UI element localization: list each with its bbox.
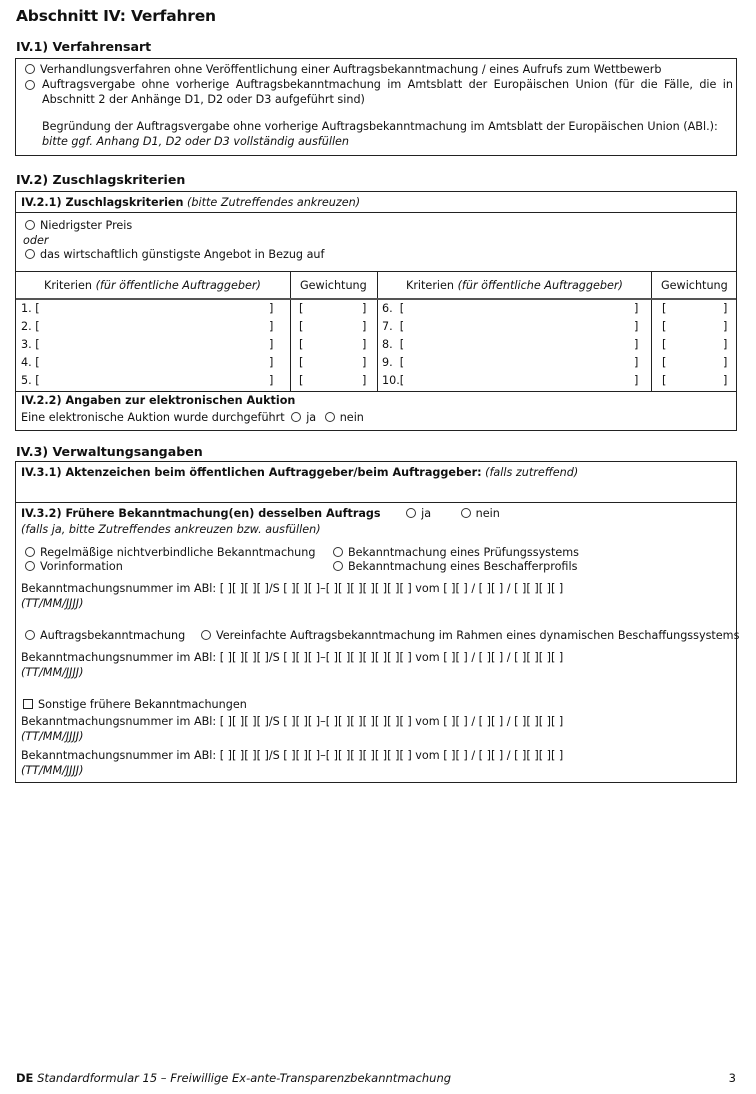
criteria-number: 2. [ [21, 320, 40, 333]
iv1-heading: IV.1) Verfahrensart [16, 39, 152, 54]
divider [16, 502, 736, 503]
iv32-label: IV.3.2) Frühere Bekanntmachung(en) desselben Auftrags [21, 507, 381, 520]
bracket-close: ] [362, 356, 367, 369]
date-format-hint: (TT/MM/JJJJ) [21, 764, 84, 777]
bracket-open: [ [662, 356, 667, 369]
bracket-open: [ [662, 320, 667, 333]
bracket-close: ] [362, 320, 367, 333]
iv2-box [15, 191, 737, 431]
weight-field[interactable] [651, 320, 738, 338]
weight-field[interactable] [651, 374, 738, 392]
notice-number-label: Bekanntmachungsnummer im ABl: [21, 749, 217, 762]
notice-number-field[interactable]: [ ][ ][ ][ ]/S [ ][ ][ ]–[ ][ ][ ][ ][ ][ ][ ] vom [ ][ ] / [ ][ ] / [ ][ ][ ][ ] [219, 582, 564, 595]
divider [16, 271, 736, 272]
option-lowest-price[interactable] [25, 219, 132, 233]
radio-button[interactable] [333, 547, 343, 557]
option-regular-notice[interactable] [25, 546, 315, 560]
page-footer [16, 1071, 736, 1085]
page-number: 3 [728, 1071, 736, 1085]
auction-no-label: nein [339, 411, 364, 424]
criteria-row[interactable] [377, 302, 651, 320]
bracket-close: ] [634, 320, 639, 333]
option-best-offer[interactable] [25, 248, 324, 262]
option-label: Vereinfachte Auftragsbekanntmachung im Rahmen eines dynamischen Beschaffungssystems [216, 629, 740, 642]
iv1-justification-label: Begründung der Auftragsvergabe ohne vorherige Auftragsbekanntmachung im Amtsblatt der Europäischen Union (ABl.): [42, 120, 718, 133]
radio-button[interactable] [201, 630, 211, 640]
iv22-question-line [21, 411, 364, 425]
bracket-close: ] [723, 374, 728, 387]
weight-field[interactable] [290, 338, 377, 356]
auction-no-radio[interactable] [325, 412, 335, 422]
option-label: das wirtschaftlich günstigste Angebot in Bezug auf [40, 248, 325, 261]
notice-number-label: Bekanntmachungsnummer im ABl: [21, 651, 217, 664]
bracket-open: [ [662, 374, 667, 387]
bracket-open: [ [299, 320, 304, 333]
iv31-label-line [21, 466, 578, 480]
or-label: oder [23, 234, 49, 247]
criteria-row[interactable] [16, 302, 290, 320]
criteria-number: 6. [ [382, 302, 405, 315]
option-buyer-profile[interactable] [333, 560, 577, 574]
iv32-hint: (falls ja, bitte Zutreffendes ankreuzen bzw. ausfüllen) [21, 523, 321, 536]
radio-button[interactable] [25, 64, 35, 74]
radio-button[interactable] [25, 630, 35, 640]
bracket-open: [ [299, 356, 304, 369]
iv31-label: IV.3.1) Aktenzeichen beim öffentlichen Auftraggeber/beim Auftraggeber: [21, 466, 482, 479]
divider [16, 212, 736, 213]
prior-notice-yes-radio[interactable] [406, 508, 416, 518]
notice-number-line-1[interactable] [21, 582, 563, 596]
option-label: Regelmäßige nichtverbindliche Bekanntmachung [40, 546, 316, 559]
weight-field[interactable] [290, 302, 377, 320]
option-other-notices[interactable] [23, 698, 247, 712]
iv32-label-line [21, 507, 500, 521]
notice-number-field[interactable]: [ ][ ][ ][ ]/S [ ][ ][ ]–[ ][ ][ ][ ][ ][ ][ ] vom [ ][ ] / [ ][ ] / [ ][ ][ ][ ] [219, 749, 564, 762]
iv22-question: Eine elektronische Auktion wurde durchgeführt [21, 411, 285, 424]
col-header-weight-left: Gewichtung [300, 279, 367, 292]
bracket-open: [ [299, 374, 304, 387]
radio-button[interactable] [25, 249, 35, 259]
bracket-close: ] [634, 302, 639, 315]
bracket-close: ] [269, 374, 274, 387]
criteria-row[interactable] [16, 338, 290, 356]
prior-notice-no-radio[interactable] [461, 508, 471, 518]
criteria-number: 10.[ [382, 374, 405, 387]
divider [16, 391, 736, 392]
iv21-hint: (bitte Zutreffendes ankreuzen) [187, 196, 361, 209]
bracket-close: ] [723, 302, 728, 315]
iv1-box [15, 58, 737, 156]
footer-language: DE [16, 1071, 34, 1085]
notice-number-line-3[interactable] [21, 715, 563, 729]
criteria-number: 1. [ [21, 302, 40, 315]
bracket-open: [ [299, 338, 304, 351]
radio-button[interactable] [25, 547, 35, 557]
iv2-heading: IV.2) Zuschlagskriterien [16, 172, 186, 187]
bracket-close: ] [362, 374, 367, 387]
weight-field[interactable] [651, 356, 738, 374]
radio-button[interactable] [25, 220, 35, 230]
iv3-box [15, 461, 740, 783]
bracket-close: ] [634, 374, 639, 387]
auction-yes-radio[interactable] [291, 412, 301, 422]
bracket-close: ] [634, 356, 639, 369]
weight-field[interactable] [290, 374, 377, 392]
iv1-justification-hint: bitte ggf. Anhang D1, D2 oder D3 vollständig ausfüllen [42, 135, 350, 148]
iv22-label: IV.2.2) Angaben zur elektronischen Auktion [21, 394, 296, 407]
bracket-close: ] [634, 338, 639, 351]
weight-field[interactable] [651, 338, 738, 356]
notice-number-field[interactable]: [ ][ ][ ][ ]/S [ ][ ][ ]–[ ][ ][ ][ ][ ][ ][ ] vom [ ][ ] / [ ][ ] / [ ][ ][ ][ ] [219, 651, 564, 664]
bracket-close: ] [269, 356, 274, 369]
footer-title: Standardformular 15 – Freiwillige Ex-ante-Transparenzbekanntmachung [37, 1071, 452, 1085]
criteria-number: 9. [ [382, 356, 405, 369]
weight-field[interactable] [290, 320, 377, 338]
criteria-number: 8. [ [382, 338, 405, 351]
option-label: Auftragsbekanntmachung [40, 629, 186, 642]
bracket-close: ] [269, 302, 274, 315]
criteria-row[interactable] [16, 320, 290, 338]
col-header-criteria-left: Kriterien (für öffentliche Auftraggeber) [44, 279, 261, 292]
radio-button[interactable] [25, 80, 35, 90]
criteria-number: 7. [ [382, 320, 405, 333]
weight-field[interactable] [651, 302, 738, 320]
criteria-row[interactable] [377, 374, 651, 392]
criteria-row[interactable] [16, 356, 290, 374]
option-simplified-notice[interactable] [201, 629, 739, 643]
criteria-row[interactable] [377, 320, 651, 338]
bracket-close: ] [723, 356, 728, 369]
criteria-number: 4. [ [21, 356, 40, 369]
notice-number-line-2[interactable] [21, 651, 563, 665]
radio-button[interactable] [333, 561, 343, 571]
notice-number-label: Bekanntmachungsnummer im ABl: [21, 582, 217, 595]
iv31-hint: (falls zutreffend) [485, 466, 579, 479]
checkbox[interactable] [23, 699, 33, 709]
col-header-criteria-right: Kriterien (für öffentliche Auftraggeber) [406, 279, 623, 292]
option-label: Bekanntmachung eines Prüfungssystems [348, 546, 580, 559]
col-header-weight-right: Gewichtung [661, 279, 728, 292]
criteria-row[interactable] [377, 356, 651, 374]
date-format-hint: (TT/MM/JJJJ) [21, 597, 84, 610]
notice-number-line-4[interactable] [21, 749, 563, 763]
bracket-open: [ [662, 302, 667, 315]
notice-number-field[interactable]: [ ][ ][ ][ ]/S [ ][ ][ ]–[ ][ ][ ][ ][ ][ ][ ] vom [ ][ ] / [ ][ ] / [ ][ ][ ][ ] [219, 715, 564, 728]
option-label: Vorinformation [40, 560, 123, 573]
criteria-row[interactable] [377, 338, 651, 356]
criteria-row[interactable] [16, 374, 290, 392]
bracket-close: ] [723, 320, 728, 333]
bracket-open: [ [299, 302, 304, 315]
bracket-close: ] [723, 338, 728, 351]
weight-field[interactable] [290, 356, 377, 374]
criteria-number: 5. [ [21, 374, 40, 387]
option-label: Bekanntmachung eines Beschafferprofils [348, 560, 578, 573]
criteria-number: 3. [ [21, 338, 40, 351]
date-format-hint: (TT/MM/JJJJ) [21, 666, 84, 679]
auction-yes-label: ja [306, 411, 317, 424]
bracket-open: [ [662, 338, 667, 351]
option-contract-notice[interactable] [25, 629, 185, 643]
bracket-close: ] [362, 302, 367, 315]
option-label: Auftragsvergabe ohne vorherige Auftragsbekanntmachung im Amtsblatt der Europäischen Union (für die Fälle, die in Abschnitt 2 der Anhänge D1, D2 oder D3 aufgeführt sind) [42, 78, 733, 106]
iv21-label: IV.2.1) Zuschlagskriterien [21, 196, 184, 209]
bracket-close: ] [269, 320, 274, 333]
header-divider [16, 298, 736, 300]
option-label: Sonstige frühere Bekanntmachungen [38, 698, 247, 711]
bracket-close: ] [269, 338, 274, 351]
option-label: Niedrigster Preis [40, 219, 133, 232]
section-title: Abschnitt IV: Verfahren [16, 7, 216, 25]
file-reference-field[interactable] [16, 482, 736, 502]
date-format-hint: (TT/MM/JJJJ) [21, 730, 84, 743]
option-qualification-system[interactable] [333, 546, 579, 560]
iv3-heading: IV.3) Verwaltungsangaben [16, 444, 203, 459]
notice-number-label: Bekanntmachungsnummer im ABl: [21, 715, 217, 728]
bracket-close: ] [362, 338, 367, 351]
radio-button[interactable] [25, 561, 35, 571]
option-label: Verhandlungsverfahren ohne Veröffentlichung einer Auftragsbekanntmachung / eines Aufrufs zum Wettbewerb [40, 63, 662, 76]
prior-notice-yes-label: ja [421, 507, 432, 520]
iv21-label-line [21, 196, 360, 210]
iv1-option-award-without-notice[interactable] [25, 78, 733, 107]
prior-notice-no-label: nein [475, 507, 500, 520]
iv1-option-negotiated[interactable] [25, 63, 661, 77]
option-prior-information[interactable] [25, 560, 123, 574]
